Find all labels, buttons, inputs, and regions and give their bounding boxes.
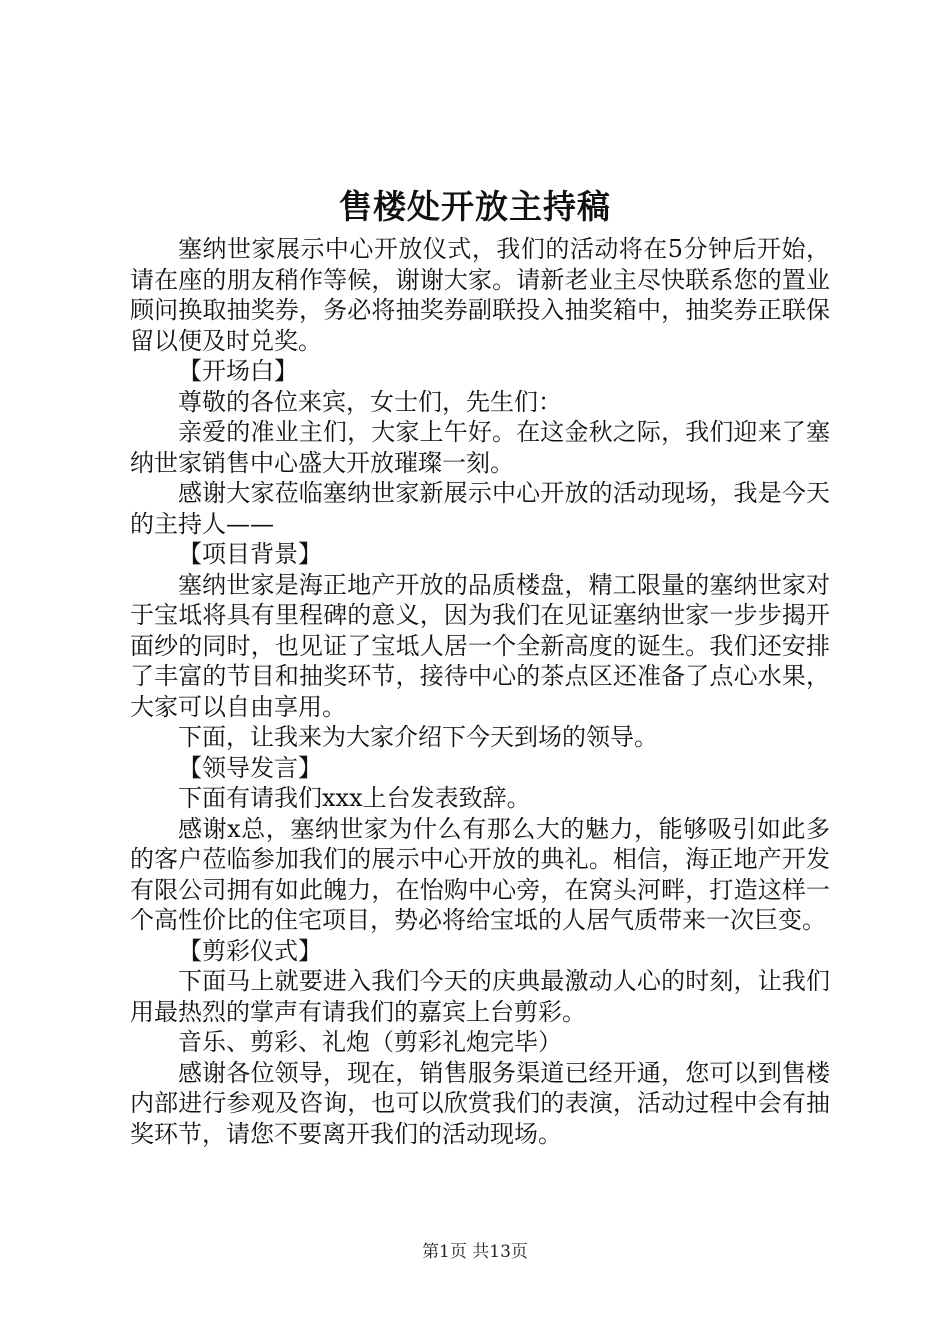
paragraph-introduce-leaders: 下面，让我来为大家介绍下今天到场的领导。 bbox=[178, 723, 658, 751]
paragraph-project-background: 塞纳世家是海正地产开放的品质楼盘，精工限量的塞纳世家对于宝坻将具有里程碑的意义，因为我们在见证塞纳世家一步步揭开面纱的同时，也见证了宝坻人居一个全新高度的诞生。我们还安排了丰富的节目和抽奖环节，接待中心的茶点区还准备了点心水果，大家可以自由享用。 bbox=[130, 570, 830, 721]
paragraph-thanks-speech: 感谢x总，塞纳世家为什么有那么大的魅力，能够吸引如此多的客户莅临参加我们的展示中心开放的典礼。相信，海正地产开发有限公司拥有如此魄力，在怡购中心旁，在窝头河畔，打造这样一个高性价比的住宅项目，势必将给宝坻的人居气质带来一次巨变。 bbox=[130, 814, 830, 934]
paragraph-host-intro: 感谢大家莅临塞纳世家新展示中心开放的活动现场，我是今天的主持人—— bbox=[130, 479, 830, 538]
paragraph-ribbon-cutting: 下面马上就要进入我们今天的庆典最激动人心的时刻，让我们用最热烈的掌声有请我们的嘉宾上台剪彩。 bbox=[130, 967, 830, 1026]
paragraph-welcome: 亲爱的准业主们，大家上午好。在这金秋之际，我们迎来了塞纳世家销售中心盛大开放璀璨一刻。 bbox=[130, 418, 830, 477]
paragraph-intro: 塞纳世家展示中心开放仪式，我们的活动将在5分钟后开始，请在座的朋友稍作等候，谢谢大家。请新老业主尽快联系您的置业顾问换取抽奖券，务必将抽奖券副联投入抽奖箱中，抽奖券正联保留以便及时兑奖。 bbox=[130, 235, 830, 355]
page-number-footer: 第1页 共13页 bbox=[422, 1242, 528, 1262]
section-heading-ribbon-cutting: 【剪彩仪式】 bbox=[178, 936, 322, 965]
section-heading-leader-speech: 【领导发言】 bbox=[178, 753, 322, 782]
paragraph-invite-speech: 下面有请我们xxx上台发表致辞。 bbox=[178, 784, 531, 812]
paragraph-closing: 感谢各位领导，现在，销售服务渠道已经开通，您可以到售楼内部进行参观及咨询，也可以欣赏我们的表演，活动过程中会有抽奖环节，请您不要离开我们的活动现场。 bbox=[130, 1058, 830, 1148]
document-body bbox=[130, 234, 830, 1149]
document-title: 售楼处开放主持稿 bbox=[339, 187, 611, 226]
paragraph-stage-direction: 音乐、剪彩、礼炮（剪彩礼炮完毕） bbox=[178, 1028, 562, 1056]
section-heading-project-background: 【项目背景】 bbox=[178, 540, 322, 568]
section-heading-opening: 【开场白】 bbox=[178, 357, 298, 385]
paragraph-greeting: 尊敬的各位来宾，女士们，先生们： bbox=[178, 387, 562, 416]
